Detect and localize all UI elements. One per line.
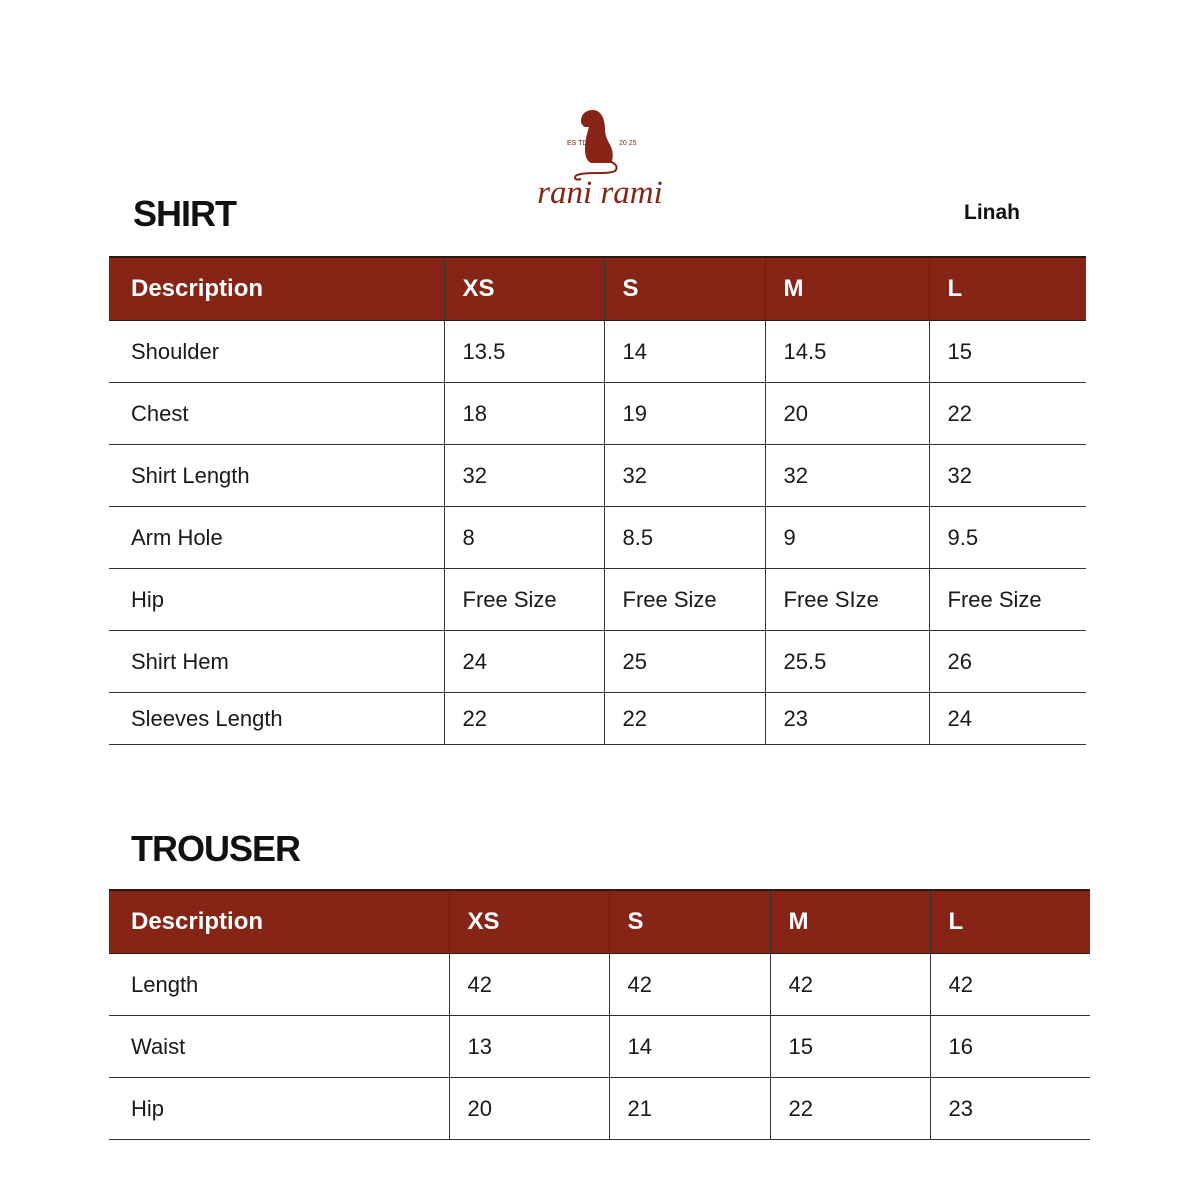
table-row xyxy=(109,954,1090,1016)
header-size-m: M xyxy=(770,890,930,954)
header-description: Description xyxy=(109,257,444,321)
table-header-row xyxy=(109,257,1086,321)
table-row xyxy=(109,693,1086,745)
cell-value: 14.5 xyxy=(765,321,929,383)
established-left: ES TD xyxy=(567,140,588,147)
table-row xyxy=(109,507,1086,569)
cell-value: 9.5 xyxy=(929,507,1086,569)
cell-value: 23 xyxy=(765,693,929,745)
cell-value: 22 xyxy=(604,693,765,745)
row-label: Hip xyxy=(109,569,444,631)
cell-value: 13.5 xyxy=(444,321,604,383)
header-size-l: L xyxy=(929,257,1086,321)
cell-value: 23 xyxy=(930,1078,1090,1140)
cell-value: 21 xyxy=(609,1078,770,1140)
cell-value: 14 xyxy=(604,321,765,383)
cell-value: Free Size xyxy=(604,569,765,631)
row-label: Arm Hole xyxy=(109,507,444,569)
cell-value: 20 xyxy=(765,383,929,445)
header-size-xs: XS xyxy=(444,257,604,321)
header-description: Description xyxy=(109,890,449,954)
cell-value: 24 xyxy=(929,693,1086,745)
header-size-l: L xyxy=(930,890,1090,954)
trouser-size-table xyxy=(109,889,1090,1140)
row-label: Shirt Hem xyxy=(109,631,444,693)
table-row xyxy=(109,1078,1090,1140)
cell-value: 32 xyxy=(444,445,604,507)
cell-value: 19 xyxy=(604,383,765,445)
table-header-row xyxy=(109,890,1090,954)
row-label: Chest xyxy=(109,383,444,445)
table-row xyxy=(109,569,1086,631)
brand-wordmark: rani rami xyxy=(537,175,663,211)
table-row xyxy=(109,1016,1090,1078)
row-label: Sleeves Length xyxy=(109,693,444,745)
cell-value: Free SIze xyxy=(765,569,929,631)
cell-value: 18 xyxy=(444,383,604,445)
cell-value: 9 xyxy=(765,507,929,569)
cell-value: 8.5 xyxy=(604,507,765,569)
row-label: Shirt Length xyxy=(109,445,444,507)
cell-value: Free Size xyxy=(444,569,604,631)
table-row xyxy=(109,321,1086,383)
header-size-s: S xyxy=(604,257,765,321)
table-row xyxy=(109,631,1086,693)
brand-logo xyxy=(515,105,685,215)
cell-value: 42 xyxy=(930,954,1090,1016)
shirt-section-title: SHIRT xyxy=(133,193,236,234)
cell-value: 22 xyxy=(444,693,604,745)
cell-value: 42 xyxy=(449,954,609,1016)
cell-value: 32 xyxy=(765,445,929,507)
cell-value: 20 xyxy=(449,1078,609,1140)
shirt-size-table xyxy=(109,256,1086,745)
cell-value: 25.5 xyxy=(765,631,929,693)
cell-value: 16 xyxy=(930,1016,1090,1078)
established-right: 20 25 xyxy=(619,140,637,147)
header-size-xs: XS xyxy=(449,890,609,954)
cell-value: 42 xyxy=(609,954,770,1016)
table-row xyxy=(109,383,1086,445)
cell-value: 32 xyxy=(929,445,1086,507)
header-size-m: M xyxy=(765,257,929,321)
cell-value: 22 xyxy=(929,383,1086,445)
style-name: Linah xyxy=(964,201,1020,224)
row-label: Shoulder xyxy=(109,321,444,383)
cell-value: 26 xyxy=(929,631,1086,693)
cell-value: 25 xyxy=(604,631,765,693)
row-label: Waist xyxy=(109,1016,449,1078)
cell-value: 15 xyxy=(770,1016,930,1078)
cell-value: 42 xyxy=(770,954,930,1016)
cell-value: 15 xyxy=(929,321,1086,383)
trouser-section-title: TROUSER xyxy=(131,828,301,869)
cell-value: 24 xyxy=(444,631,604,693)
cell-value: 13 xyxy=(449,1016,609,1078)
table-row xyxy=(109,445,1086,507)
row-label: Length xyxy=(109,954,449,1016)
cell-value: 32 xyxy=(604,445,765,507)
cell-value: 22 xyxy=(770,1078,930,1140)
cell-value: Free Size xyxy=(929,569,1086,631)
row-label: Hip xyxy=(109,1078,449,1140)
header-size-s: S xyxy=(609,890,770,954)
cell-value: 8 xyxy=(444,507,604,569)
cell-value: 14 xyxy=(609,1016,770,1078)
